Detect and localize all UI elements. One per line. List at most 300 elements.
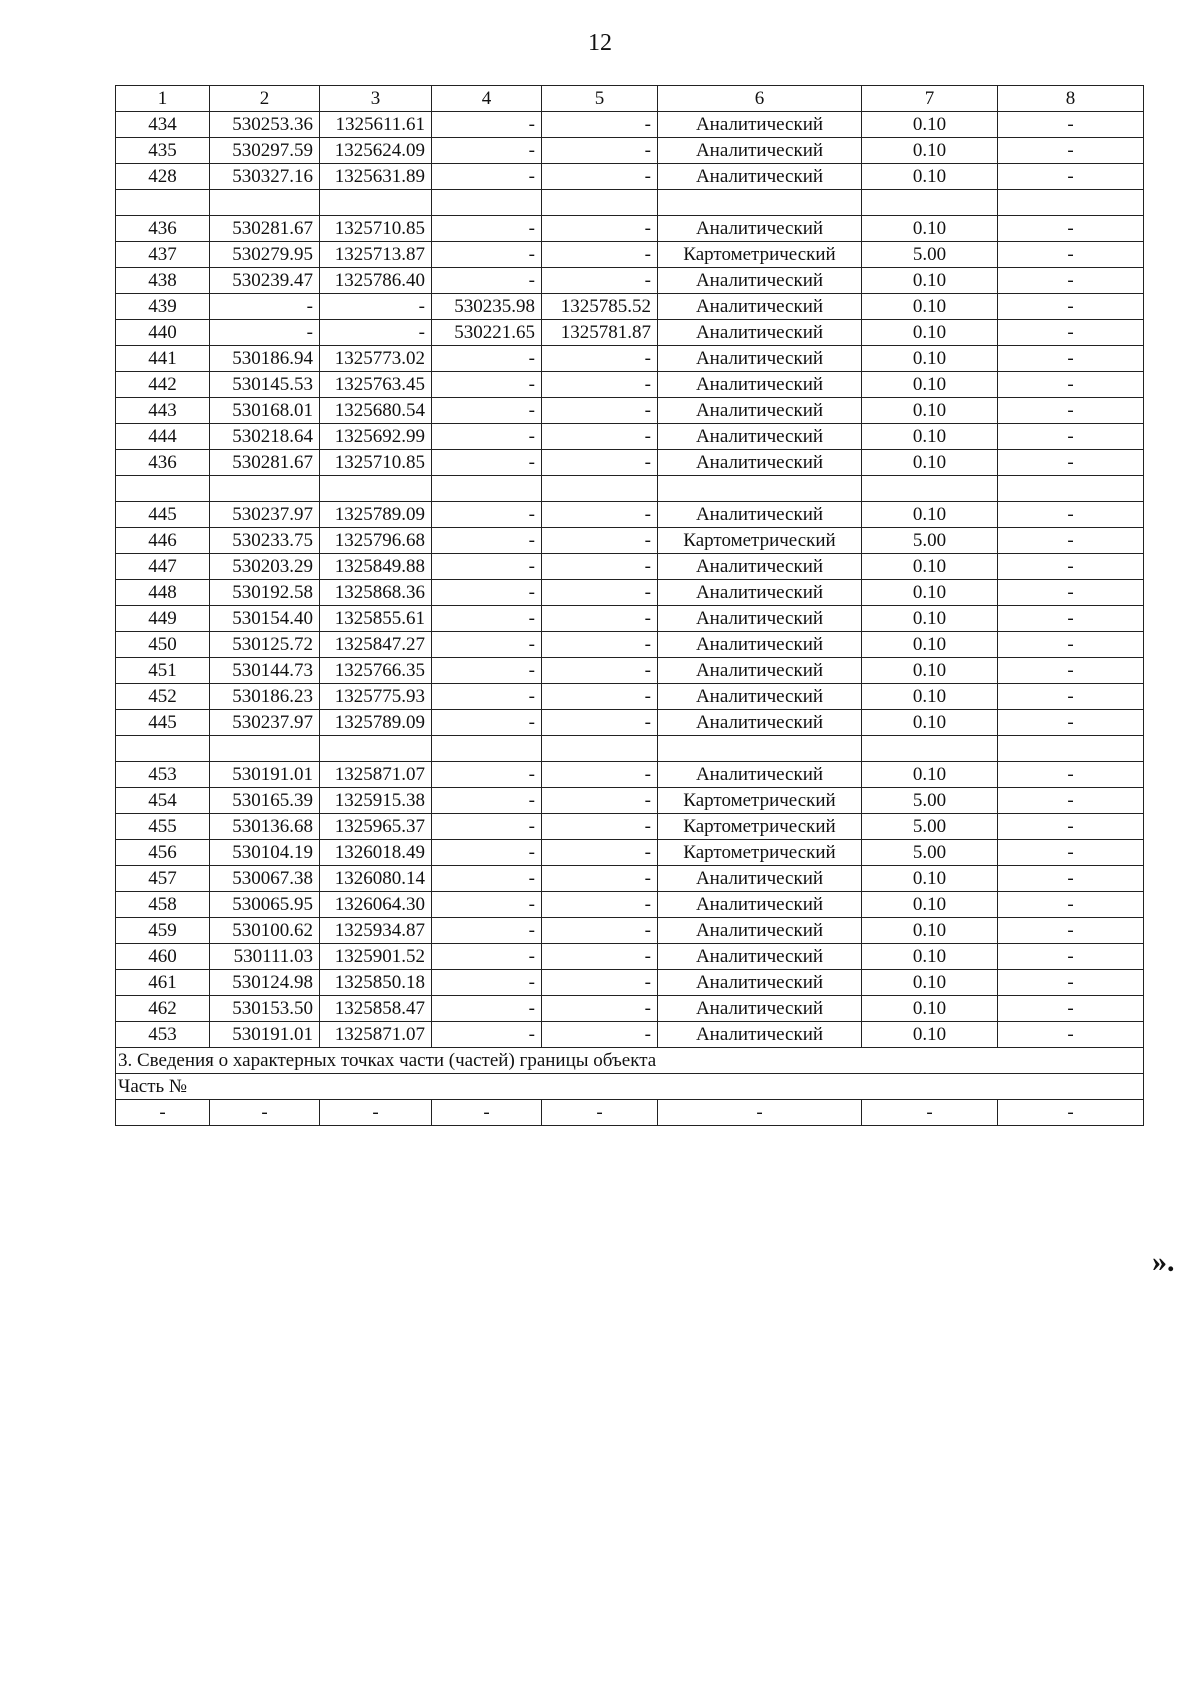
- table-cell-col-5: -: [542, 710, 658, 736]
- table-body: [116, 86, 1144, 1048]
- table-row: [116, 580, 1144, 606]
- table-cell-col-2: 530104.19: [210, 840, 320, 866]
- table-cell-col-6: Аналитический: [658, 216, 862, 242]
- table-cell-col-8: -: [998, 398, 1144, 424]
- table-cell-col-4: -: [432, 242, 542, 268]
- table-cell-col-1: 445: [116, 502, 210, 528]
- table-cell-col-7: 5.00: [862, 242, 998, 268]
- table-cell-col-5: -: [542, 606, 658, 632]
- table-cell-col-4: -: [432, 866, 542, 892]
- table-cell-col-4: -: [432, 424, 542, 450]
- table-cell-col-5: -: [542, 268, 658, 294]
- table-cell-col-1: 452: [116, 684, 210, 710]
- table-cell-col-4: -: [432, 554, 542, 580]
- table-cell-col-7: 0.10: [862, 372, 998, 398]
- part-label: Часть №: [116, 1074, 1144, 1100]
- table-cell-col-5: -: [542, 840, 658, 866]
- table-cell-col-2: 530168.01: [210, 398, 320, 424]
- table-cell-col-8: -: [998, 346, 1144, 372]
- table-cell-col-8: [998, 190, 1144, 216]
- table-cell-col-1: 434: [116, 112, 210, 138]
- table-cell-col-5: -: [542, 788, 658, 814]
- table-row: [116, 112, 1144, 138]
- table-cell-col-1: 440: [116, 320, 210, 346]
- table-cell-col-6: [658, 190, 862, 216]
- table-cell-col-7: 0.10: [862, 216, 998, 242]
- table-cell-col-6: Аналитический: [658, 398, 862, 424]
- table-cell-col-3: 1326064.30: [320, 892, 432, 918]
- table-cell-col-3: 1326080.14: [320, 866, 432, 892]
- table-row: [116, 294, 1144, 320]
- table-cell-col-2: 530153.50: [210, 996, 320, 1022]
- table-cell-col-1: 438: [116, 268, 210, 294]
- table-cell-col-2: 530239.47: [210, 268, 320, 294]
- table-cell-col-4: -: [432, 762, 542, 788]
- table-cell-col-6: Аналитический: [658, 632, 862, 658]
- table-row: [116, 996, 1144, 1022]
- table-cell-col-7: 0.10: [862, 424, 998, 450]
- table-cell-col-4: [432, 476, 542, 502]
- table-row: [116, 476, 1144, 502]
- table-cell-col-7: 0.10: [862, 502, 998, 528]
- table-cell-col-2: 530191.01: [210, 762, 320, 788]
- table-row: [116, 658, 1144, 684]
- header-cell-7: 7: [862, 86, 998, 112]
- table-cell-col-8: [998, 476, 1144, 502]
- table-cell-col-2: 530100.62: [210, 918, 320, 944]
- table-cell-col-6: Аналитический: [658, 944, 862, 970]
- table-cell-col-5: -: [542, 580, 658, 606]
- table-cell-col-4: -: [432, 632, 542, 658]
- table-row: [116, 554, 1144, 580]
- table-cell-col-7: 0.10: [862, 346, 998, 372]
- table-row: [116, 762, 1144, 788]
- table-cell-col-7: 0.10: [862, 268, 998, 294]
- table-cell-col-3: -: [320, 294, 432, 320]
- table-cell-col-7: 0.10: [862, 450, 998, 476]
- table-cell-col-1: 435: [116, 138, 210, 164]
- table-cell-col-3: 1325786.40: [320, 268, 432, 294]
- table-row: [116, 268, 1144, 294]
- table-row: [116, 814, 1144, 840]
- table-cell-col-8: -: [998, 1022, 1144, 1048]
- table-cell-col-6: Картометрический: [658, 814, 862, 840]
- footer-cell: -: [862, 1100, 998, 1126]
- table-cell-col-1: 451: [116, 658, 210, 684]
- table-cell-col-3: 1325789.09: [320, 710, 432, 736]
- table-cell-col-8: -: [998, 268, 1144, 294]
- table-cell-col-3: 1325692.99: [320, 424, 432, 450]
- header-cell-3: 3: [320, 86, 432, 112]
- table-row: [116, 528, 1144, 554]
- table-cell-col-2: [210, 476, 320, 502]
- table-cell-col-5: -: [542, 138, 658, 164]
- table-cell-col-2: 530111.03: [210, 944, 320, 970]
- table-cell-col-4: -: [432, 840, 542, 866]
- table-cell-col-4: -: [432, 918, 542, 944]
- table-cell-col-3: 1325871.07: [320, 762, 432, 788]
- table-cell-col-2: 530065.95: [210, 892, 320, 918]
- table-cell-col-2: 530136.68: [210, 814, 320, 840]
- table-row: [116, 398, 1144, 424]
- table-cell-col-2: 530145.53: [210, 372, 320, 398]
- table-cell-col-6: Аналитический: [658, 606, 862, 632]
- header-cell-1: 1: [116, 86, 210, 112]
- table-cell-col-3: 1325763.45: [320, 372, 432, 398]
- table-cell-col-8: -: [998, 892, 1144, 918]
- table-row: [116, 710, 1144, 736]
- table-cell-col-5: -: [542, 554, 658, 580]
- table-cell-col-6: Аналитический: [658, 762, 862, 788]
- table-cell-col-4: -: [432, 112, 542, 138]
- table-cell-col-1: 436: [116, 216, 210, 242]
- table-row: [116, 840, 1144, 866]
- table-cell-col-2: 530237.97: [210, 710, 320, 736]
- table-cell-col-3: 1325965.37: [320, 814, 432, 840]
- table-cell-col-7: [862, 190, 998, 216]
- table-cell-col-6: Аналитический: [658, 346, 862, 372]
- table-cell-col-1: [116, 736, 210, 762]
- table-cell-col-4: -: [432, 788, 542, 814]
- table-cell-col-1: [116, 190, 210, 216]
- closing-quote-mark: ».: [1152, 1245, 1175, 1278]
- table-cell-col-4: [432, 736, 542, 762]
- table-cell-col-5: -: [542, 684, 658, 710]
- table-cell-col-4: -: [432, 658, 542, 684]
- table-cell-col-4: -: [432, 138, 542, 164]
- coordinates-table: [115, 85, 1144, 1126]
- table-cell-col-8: -: [998, 580, 1144, 606]
- table-cell-col-6: Аналитический: [658, 450, 862, 476]
- table-cell-col-5: -: [542, 398, 658, 424]
- table-cell-col-6: Аналитический: [658, 892, 862, 918]
- table-cell-col-7: 0.10: [862, 944, 998, 970]
- footer-cell: -: [320, 1100, 432, 1126]
- table-row: [116, 1022, 1144, 1048]
- table-cell-col-2: 530279.95: [210, 242, 320, 268]
- table-cell-col-8: -: [998, 788, 1144, 814]
- table-cell-col-8: -: [998, 424, 1144, 450]
- table-row: [116, 970, 1144, 996]
- table-cell-col-3: [320, 736, 432, 762]
- table-cell-col-3: 1325773.02: [320, 346, 432, 372]
- table-cell-col-1: 460: [116, 944, 210, 970]
- table-cell-col-6: Аналитический: [658, 710, 862, 736]
- table-cell-col-5: [542, 476, 658, 502]
- table-cell-col-4: -: [432, 1022, 542, 1048]
- footer-cell: -: [998, 1100, 1144, 1126]
- table-cell-col-1: 444: [116, 424, 210, 450]
- table-cell-col-4: 530235.98: [432, 294, 542, 320]
- table-cell-col-8: -: [998, 866, 1144, 892]
- table-cell-col-1: 461: [116, 970, 210, 996]
- table-row: [116, 788, 1144, 814]
- table-cell-col-1: [116, 476, 210, 502]
- table-cell-col-2: 530203.29: [210, 554, 320, 580]
- table-cell-col-5: 1325781.87: [542, 320, 658, 346]
- table-cell-col-1: 437: [116, 242, 210, 268]
- table-cell-col-6: Аналитический: [658, 164, 862, 190]
- table-cell-col-8: -: [998, 554, 1144, 580]
- section-title: 3. Сведения о характерных точках части (частей) границы объекта: [116, 1048, 1144, 1074]
- page-number: 12: [588, 30, 612, 56]
- table-cell-col-7: 0.10: [862, 112, 998, 138]
- table-cell-col-7: 0.10: [862, 606, 998, 632]
- table-cell-col-4: -: [432, 450, 542, 476]
- footer-cell: -: [210, 1100, 320, 1126]
- table-cell-col-6: [658, 736, 862, 762]
- table-cell-col-1: 446: [116, 528, 210, 554]
- table-cell-col-1: 462: [116, 996, 210, 1022]
- table-cell-col-8: -: [998, 710, 1144, 736]
- table-cell-col-3: -: [320, 320, 432, 346]
- table-row: [116, 190, 1144, 216]
- table-cell-col-4: -: [432, 372, 542, 398]
- table-row: [116, 242, 1144, 268]
- table-cell-col-2: -: [210, 320, 320, 346]
- table-cell-col-2: 530237.97: [210, 502, 320, 528]
- table-cell-col-1: 457: [116, 866, 210, 892]
- table-cell-col-8: -: [998, 138, 1144, 164]
- table-cell-col-2: 530192.58: [210, 580, 320, 606]
- table-cell-col-4: -: [432, 268, 542, 294]
- table-cell-col-4: -: [432, 892, 542, 918]
- part-label-row: [116, 1074, 1144, 1100]
- table-cell-col-3: 1325766.35: [320, 658, 432, 684]
- header-cell-5: 5: [542, 86, 658, 112]
- table-cell-col-7: 0.10: [862, 866, 998, 892]
- table-cell-col-3: 1325858.47: [320, 996, 432, 1022]
- table-cell-col-7: 5.00: [862, 814, 998, 840]
- table-cell-col-7: 5.00: [862, 528, 998, 554]
- table-cell-col-1: 441: [116, 346, 210, 372]
- table-cell-col-4: -: [432, 580, 542, 606]
- table-cell-col-6: Аналитический: [658, 138, 862, 164]
- table-cell-col-1: 449: [116, 606, 210, 632]
- table-cell-col-4: -: [432, 502, 542, 528]
- table-cell-col-4: -: [432, 398, 542, 424]
- table-row: [116, 944, 1144, 970]
- table-row: [116, 736, 1144, 762]
- table-cell-col-5: -: [542, 1022, 658, 1048]
- table-cell-col-2: 530253.36: [210, 112, 320, 138]
- table-cell-col-5: -: [542, 658, 658, 684]
- table-cell-col-6: Аналитический: [658, 580, 862, 606]
- table-cell-col-1: 442: [116, 372, 210, 398]
- footer-cell: -: [542, 1100, 658, 1126]
- table-footer: [116, 1048, 1144, 1126]
- table-cell-col-6: Аналитический: [658, 554, 862, 580]
- table-cell-col-8: -: [998, 684, 1144, 710]
- table-cell-col-1: 439: [116, 294, 210, 320]
- table-cell-col-4: 530221.65: [432, 320, 542, 346]
- table-cell-col-3: 1325789.09: [320, 502, 432, 528]
- table-cell-col-3: 1325796.68: [320, 528, 432, 554]
- table-row: [116, 216, 1144, 242]
- table-cell-col-8: -: [998, 762, 1144, 788]
- table-cell-col-4: -: [432, 164, 542, 190]
- table-cell-col-2: 530327.16: [210, 164, 320, 190]
- table-cell-col-7: 0.10: [862, 320, 998, 346]
- table-cell-col-3: 1325855.61: [320, 606, 432, 632]
- table-cell-col-3: 1325850.18: [320, 970, 432, 996]
- table-cell-col-2: 530154.40: [210, 606, 320, 632]
- table-header-row: [116, 86, 1144, 112]
- table-cell-col-6: Аналитический: [658, 866, 862, 892]
- table-cell-col-5: -: [542, 164, 658, 190]
- table-cell-col-8: -: [998, 918, 1144, 944]
- table-cell-col-8: -: [998, 112, 1144, 138]
- table-cell-col-8: -: [998, 164, 1144, 190]
- table-row: [116, 346, 1144, 372]
- table-cell-col-3: 1325901.52: [320, 944, 432, 970]
- table-cell-col-4: -: [432, 944, 542, 970]
- table-cell-col-1: 458: [116, 892, 210, 918]
- table-cell-col-1: 448: [116, 580, 210, 606]
- table-cell-col-2: 530186.94: [210, 346, 320, 372]
- table-cell-col-2: -: [210, 294, 320, 320]
- table-cell-col-1: 459: [116, 918, 210, 944]
- table-cell-col-8: -: [998, 528, 1144, 554]
- table-cell-col-6: Картометрический: [658, 788, 862, 814]
- table-cell-col-4: [432, 190, 542, 216]
- table-cell-col-5: -: [542, 112, 658, 138]
- table-cell-col-8: -: [998, 970, 1144, 996]
- table-cell-col-8: -: [998, 216, 1144, 242]
- table-cell-col-2: 530297.59: [210, 138, 320, 164]
- footer-row: [116, 1100, 1144, 1126]
- table-cell-col-2: 530144.73: [210, 658, 320, 684]
- table-row: [116, 502, 1144, 528]
- table-cell-col-1: 428: [116, 164, 210, 190]
- table-cell-col-7: 0.10: [862, 918, 998, 944]
- table-cell-col-6: Аналитический: [658, 684, 862, 710]
- table-cell-col-3: [320, 190, 432, 216]
- table-cell-col-1: 436: [116, 450, 210, 476]
- table-cell-col-5: -: [542, 632, 658, 658]
- table-row: [116, 372, 1144, 398]
- table-cell-col-2: [210, 190, 320, 216]
- table-cell-col-7: 5.00: [862, 788, 998, 814]
- table-cell-col-6: Аналитический: [658, 996, 862, 1022]
- table-cell-col-2: 530191.01: [210, 1022, 320, 1048]
- table-cell-col-5: -: [542, 814, 658, 840]
- table-cell-col-6: Аналитический: [658, 918, 862, 944]
- header-cell-6: 6: [658, 86, 862, 112]
- table-cell-col-6: Аналитический: [658, 502, 862, 528]
- table-cell-col-4: -: [432, 606, 542, 632]
- table-row: [116, 424, 1144, 450]
- table-cell-col-7: 0.10: [862, 996, 998, 1022]
- table-cell-col-2: 530124.98: [210, 970, 320, 996]
- section-title-row: [116, 1048, 1144, 1074]
- table-cell-col-6: Аналитический: [658, 112, 862, 138]
- table-cell-col-5: 1325785.52: [542, 294, 658, 320]
- table-cell-col-6: Аналитический: [658, 294, 862, 320]
- table-cell-col-6: Аналитический: [658, 372, 862, 398]
- table-row: [116, 892, 1144, 918]
- table-cell-col-4: -: [432, 996, 542, 1022]
- table-cell-col-6: [658, 476, 862, 502]
- header-cell-8: 8: [998, 86, 1144, 112]
- table-cell-col-1: 454: [116, 788, 210, 814]
- table-cell-col-3: 1325680.54: [320, 398, 432, 424]
- table-cell-col-7: [862, 736, 998, 762]
- table-cell-col-5: -: [542, 918, 658, 944]
- table-cell-col-4: -: [432, 970, 542, 996]
- table-cell-col-1: 450: [116, 632, 210, 658]
- table-cell-col-5: -: [542, 970, 658, 996]
- table-row: [116, 164, 1144, 190]
- table-row: [116, 450, 1144, 476]
- table-cell-col-6: Аналитический: [658, 1022, 862, 1048]
- table-cell-col-7: 0.10: [862, 762, 998, 788]
- table-cell-col-3: 1325868.36: [320, 580, 432, 606]
- table-cell-col-4: -: [432, 684, 542, 710]
- table-cell-col-8: -: [998, 632, 1144, 658]
- table-cell-col-2: 530165.39: [210, 788, 320, 814]
- table-row: [116, 684, 1144, 710]
- table-cell-col-8: [998, 736, 1144, 762]
- table-cell-col-7: 0.10: [862, 658, 998, 684]
- table-cell-col-8: -: [998, 814, 1144, 840]
- table-cell-col-5: [542, 736, 658, 762]
- table-cell-col-5: -: [542, 762, 658, 788]
- table-cell-col-5: -: [542, 216, 658, 242]
- table-cell-col-7: 0.10: [862, 554, 998, 580]
- footer-cell: -: [658, 1100, 862, 1126]
- table-cell-col-6: Аналитический: [658, 970, 862, 996]
- table-cell-col-2: 530125.72: [210, 632, 320, 658]
- table-cell-col-5: -: [542, 372, 658, 398]
- table-cell-col-3: 1325710.85: [320, 450, 432, 476]
- table-cell-col-5: -: [542, 944, 658, 970]
- table-cell-col-3: 1326018.49: [320, 840, 432, 866]
- table-cell-col-7: 0.10: [862, 970, 998, 996]
- table-cell-col-7: 0.10: [862, 398, 998, 424]
- table-cell-col-3: 1325871.07: [320, 1022, 432, 1048]
- table-cell-col-7: 0.10: [862, 684, 998, 710]
- table-cell-col-6: Аналитический: [658, 268, 862, 294]
- table-cell-col-8: -: [998, 294, 1144, 320]
- table-cell-col-2: [210, 736, 320, 762]
- footer-cell: -: [432, 1100, 542, 1126]
- table-cell-col-5: -: [542, 346, 658, 372]
- table-row: [116, 138, 1144, 164]
- table-cell-col-6: Картометрический: [658, 242, 862, 268]
- table-cell-col-4: -: [432, 346, 542, 372]
- table-cell-col-7: 0.10: [862, 1022, 998, 1048]
- table-cell-col-3: 1325611.61: [320, 112, 432, 138]
- table-cell-col-7: 0.10: [862, 164, 998, 190]
- table-cell-col-7: 5.00: [862, 840, 998, 866]
- table-row: [116, 632, 1144, 658]
- table-cell-col-3: 1325713.87: [320, 242, 432, 268]
- table-cell-col-1: 445: [116, 710, 210, 736]
- table-cell-col-4: -: [432, 528, 542, 554]
- table-cell-col-7: 0.10: [862, 632, 998, 658]
- table-cell-col-8: -: [998, 372, 1144, 398]
- table-cell-col-3: 1325775.93: [320, 684, 432, 710]
- table-row: [116, 320, 1144, 346]
- table-cell-col-3: 1325915.38: [320, 788, 432, 814]
- table-cell-col-1: 453: [116, 762, 210, 788]
- table-cell-col-5: -: [542, 892, 658, 918]
- table-cell-col-6: Аналитический: [658, 320, 862, 346]
- table-cell-col-7: 0.10: [862, 580, 998, 606]
- table-row: [116, 918, 1144, 944]
- table-cell-col-1: 456: [116, 840, 210, 866]
